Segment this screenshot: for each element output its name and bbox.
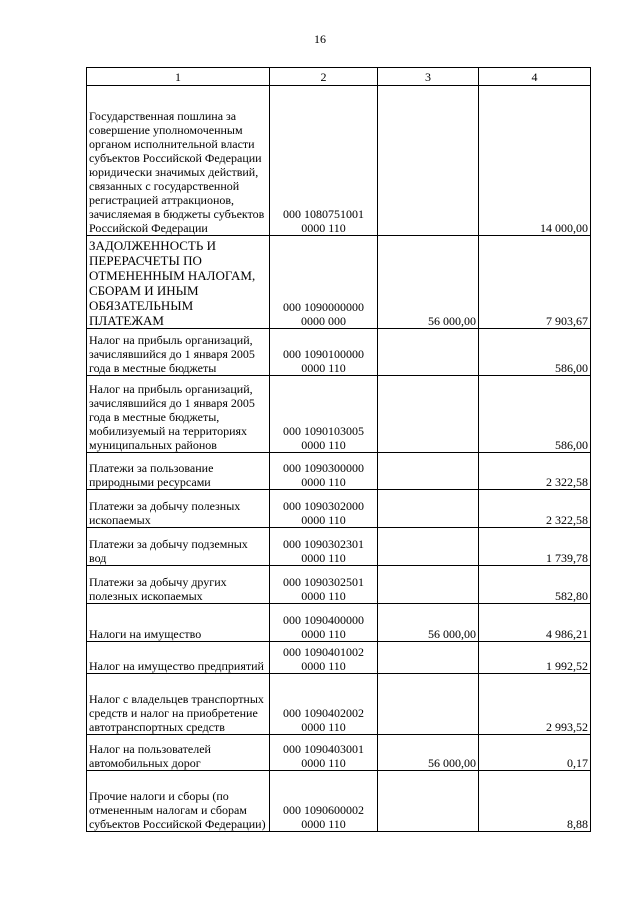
table-row bbox=[87, 642, 591, 674]
row-name: Платежи за добычу подземных вод bbox=[87, 528, 270, 566]
row-actual: 586,00 bbox=[479, 329, 591, 376]
row-code: 000 1080751001 0000 110 bbox=[270, 86, 378, 236]
row-actual: 7 903,67 bbox=[479, 236, 591, 329]
row-code: 000 1090100000 0000 110 bbox=[270, 329, 378, 376]
row-name: Налог на прибыль организаций, зачислявшийся до 1 января 2005 года в местные бюджеты, мобилизуемый на территориях муниципальных районов bbox=[87, 376, 270, 453]
page-number: 16 bbox=[314, 32, 326, 46]
row-code: 000 1090300000 0000 110 bbox=[270, 453, 378, 490]
table-row bbox=[87, 490, 591, 528]
row-actual: 14 000,00 bbox=[479, 86, 591, 236]
row-code: 000 1090402002 0000 110 bbox=[270, 674, 378, 735]
row-actual: 0,17 bbox=[479, 735, 591, 771]
row-actual: 582,80 bbox=[479, 566, 591, 604]
header-row bbox=[87, 68, 591, 86]
column-header-3: 3 bbox=[378, 68, 479, 86]
column-header-1: 1 bbox=[87, 68, 270, 86]
row-plan bbox=[378, 86, 479, 236]
table-row bbox=[87, 604, 591, 642]
row-plan bbox=[378, 642, 479, 674]
row-plan bbox=[378, 490, 479, 528]
row-name: Платежи за добычу полезных ископаемых bbox=[87, 490, 270, 528]
table-row bbox=[87, 236, 591, 329]
table-row bbox=[87, 771, 591, 832]
row-actual: 4 986,21 bbox=[479, 604, 591, 642]
row-name: Прочие налоги и сборы (по отмененным налогам и сборам субъектов Российской Федерации) bbox=[87, 771, 270, 832]
table-row bbox=[87, 528, 591, 566]
row-code: 000 1090403001 0000 110 bbox=[270, 735, 378, 771]
row-actual: 2 993,52 bbox=[479, 674, 591, 735]
row-code: 000 1090400000 0000 110 bbox=[270, 604, 378, 642]
table-row bbox=[87, 329, 591, 376]
row-plan bbox=[378, 566, 479, 604]
row-actual: 1 992,52 bbox=[479, 642, 591, 674]
revenue-table bbox=[86, 67, 591, 832]
row-plan: 56 000,00 bbox=[378, 735, 479, 771]
row-code: 000 1090302000 0000 110 bbox=[270, 490, 378, 528]
row-name: Платежи за пользование природными ресурсами bbox=[87, 453, 270, 490]
row-code: 000 1090302301 0000 110 bbox=[270, 528, 378, 566]
table-row bbox=[87, 86, 591, 236]
row-code: 000 1090103005 0000 110 bbox=[270, 376, 378, 453]
table-row bbox=[87, 735, 591, 771]
table-row bbox=[87, 453, 591, 490]
row-code: 000 1090000000 0000 000 bbox=[270, 236, 378, 329]
table-row bbox=[87, 566, 591, 604]
row-name: Налог на пользователей автомобильных дорог bbox=[87, 735, 270, 771]
row-name: Налог с владельцев транспортных средств и налог на приобретение автотранспортных средств bbox=[87, 674, 270, 735]
row-actual: 2 322,58 bbox=[479, 453, 591, 490]
row-plan: 56 000,00 bbox=[378, 604, 479, 642]
row-name: ЗАДОЛЖЕННОСТЬ И ПЕРЕРАСЧЕТЫ ПО ОТМЕНЕННЫМ НАЛОГАМ, СБОРАМ И ИНЫМ ОБЯЗАТЕЛЬНЫМ ПЛАТЕЖАМ bbox=[87, 236, 270, 329]
row-plan bbox=[378, 528, 479, 566]
row-actual: 8,88 bbox=[479, 771, 591, 832]
column-header-4: 4 bbox=[479, 68, 591, 86]
row-plan: 56 000,00 bbox=[378, 236, 479, 329]
row-actual: 586,00 bbox=[479, 376, 591, 453]
row-plan bbox=[378, 771, 479, 832]
row-name: Налог на имущество предприятий bbox=[87, 642, 270, 674]
row-name: Налог на прибыль организаций, зачислявшийся до 1 января 2005 года в местные бюджеты bbox=[87, 329, 270, 376]
column-header-2: 2 bbox=[270, 68, 378, 86]
row-name: Государственная пошлина за совершение уполномоченным органом исполнительной власти субъектов Российской Федерации юридически значимых действий, связанных с государственной регистрацией аттракционов, зачисляемая в бюджеты субъектов Российской Федерации bbox=[87, 86, 270, 236]
row-plan bbox=[378, 329, 479, 376]
row-code: 000 1090600002 0000 110 bbox=[270, 771, 378, 832]
row-name: Платежи за добычу других полезных ископаемых bbox=[87, 566, 270, 604]
row-actual: 1 739,78 bbox=[479, 528, 591, 566]
row-code: 000 1090302501 0000 110 bbox=[270, 566, 378, 604]
row-actual: 2 322,58 bbox=[479, 490, 591, 528]
row-plan bbox=[378, 376, 479, 453]
table-row bbox=[87, 674, 591, 735]
table-row bbox=[87, 376, 591, 453]
row-code: 000 1090401002 0000 110 bbox=[270, 642, 378, 674]
row-name: Налоги на имущество bbox=[87, 604, 270, 642]
row-plan bbox=[378, 453, 479, 490]
row-plan bbox=[378, 674, 479, 735]
